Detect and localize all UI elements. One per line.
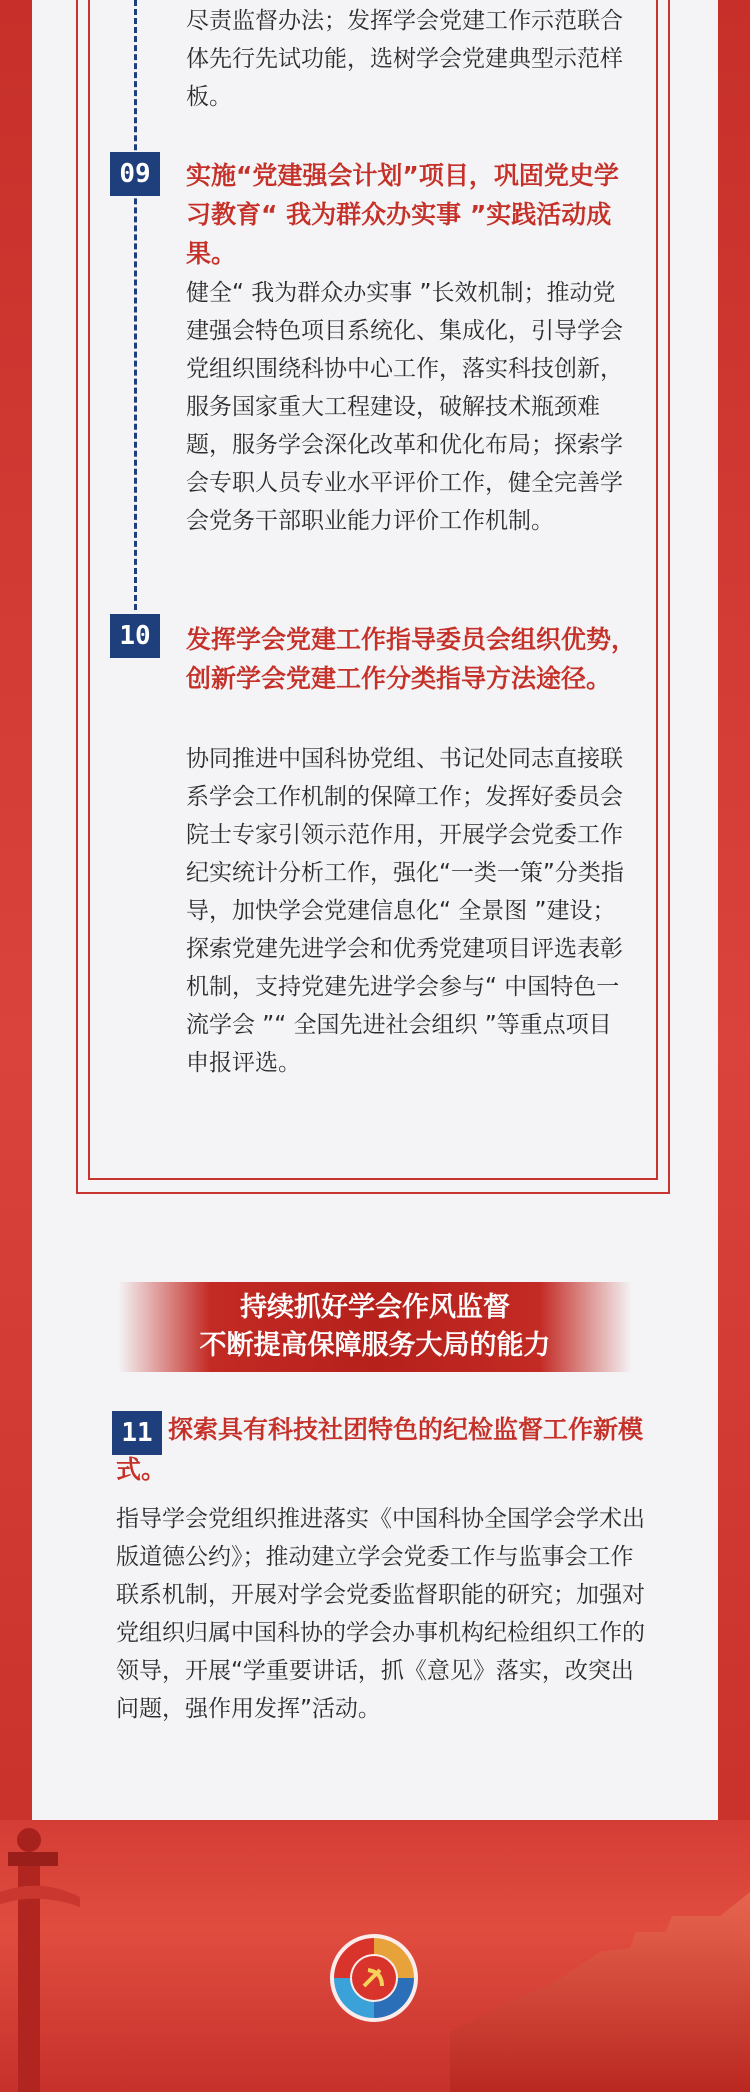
banner-title-line2: 不断提高保障服务大局的能力 [199, 1330, 551, 1361]
item-08-body-tail: 尽责监督办法；发挥学会党建工作示范联合体先行先试功能，选树学会党建典型示范样板。 [186, 8, 623, 110]
item-09-heading: 实施“党建强会计划”项目，巩固党史学习教育“ 我为群众办实事 ”实践活动成果。 [186, 161, 619, 268]
cast-party-emblem-icon [328, 1932, 420, 2024]
item-09-body: 健全“ 我为群众办实事 ”长效机制；推动党建强会特色项目系统化、集成化，引导学会党组织围绕科协中心工作，落实科技创新，服务国家重大工程建设，破解技术瓶颈难题，服务学会深化改革和优化布局；探索学会专职人员专业水平评价工作，健全完善学会党务干部职业能力评价工作机制。 [186, 280, 623, 534]
item-number-badge: 11 [112, 1411, 162, 1455]
great-wall-illustration [450, 1892, 750, 2092]
item-11-heading [116, 1410, 646, 1490]
right-red-border [718, 0, 750, 2092]
left-red-border [0, 0, 32, 2092]
item-number-badge: 09 [110, 152, 160, 196]
item-10-body: 协同推进中国科协党组、书记处同志直接联系学会工作机制的保障工作；发挥好委员会院士专家引领示范作用，开展学会党委工作纪实统计分析工作，强化“一类一策”分类指导，加快学会党建信息化“ 全景图 ”建设；探索党建先进学会和优秀党建项目评选表彰机制，支持党建先进学会参与“ 中国特色一流学会 ”“ 全国先进社会组织 ”等重点项目申报评选。 [186, 746, 624, 1076]
item-11-body: 指导学会党组织推进落实《中国科协全国学会学术出版道德公约》；推动建立学会党委工作与监事会工作联系机制，开展对学会党委监督职能的研究；加强对党组织归属中国科协的学会办事机构纪检组织工作的领导，开展“学重要讲话，抓《意见》落实，改突出问题，强作用发挥”活动。 [116, 1506, 645, 1722]
item-number-badge: 10 [110, 614, 160, 658]
timeline-dashed-line [134, 0, 137, 610]
banner-title-line1: 持续抓好学会作风监督 [240, 1292, 510, 1323]
section-banner [118, 1282, 632, 1372]
huabiao-pillar-icon [0, 1822, 80, 2092]
item-11-heading-text: 探索具有科技社团特色的纪检监督工作新模式。 [116, 1415, 644, 1484]
item-10-heading: 发挥学会党建工作指导委员会组织优势，创新学会党建工作分类指导方法途径。 [186, 625, 637, 693]
